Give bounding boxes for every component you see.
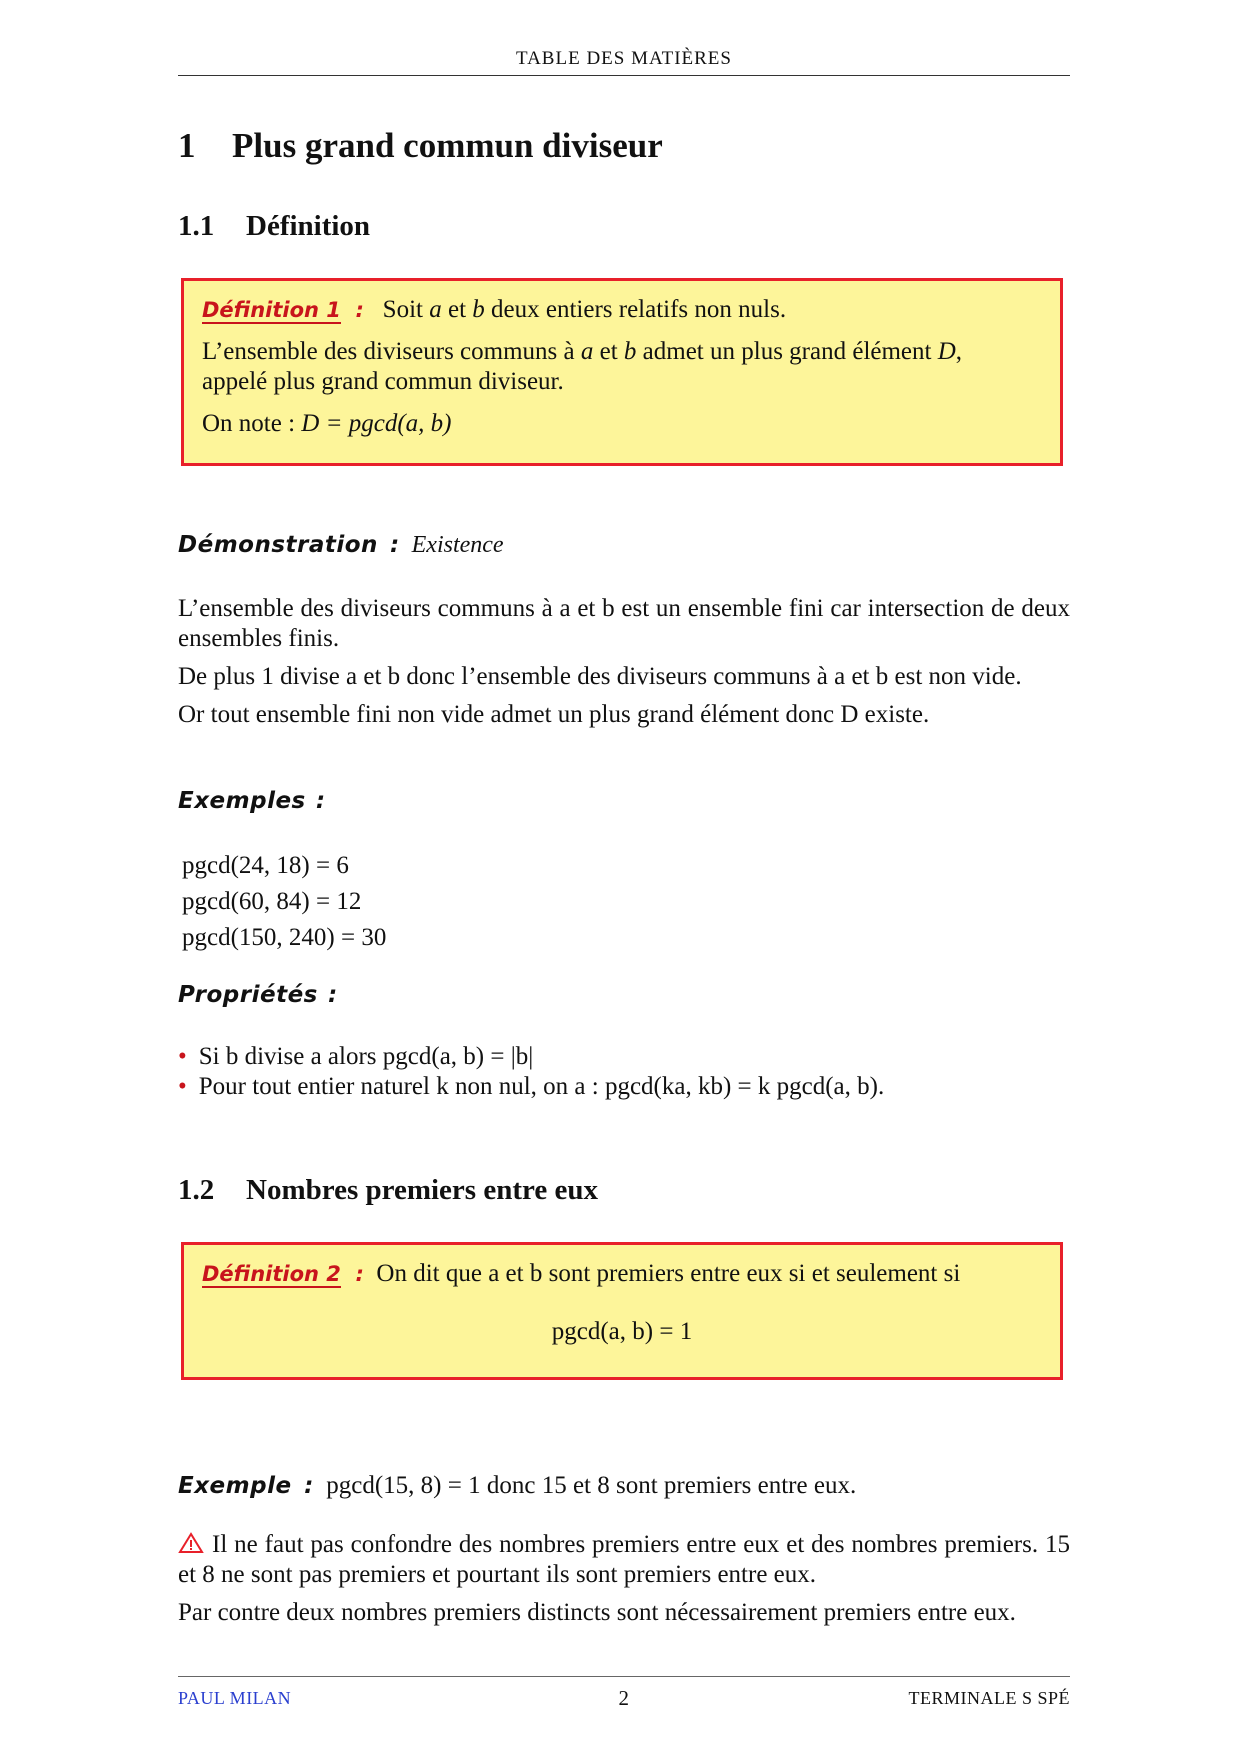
subsection-heading-2	[178, 1174, 598, 1207]
properties-list	[178, 1042, 884, 1102]
definition-label: Définition 1 :	[202, 298, 364, 322]
demonstration-body	[178, 594, 1070, 738]
section-title: Plus grand commun diviseur	[232, 126, 663, 165]
header-rule	[178, 75, 1070, 76]
examples-heading: Exemples :	[178, 788, 326, 814]
footer-course: TERMINALE S SPÉ	[908, 1688, 1070, 1708]
bullet-icon: •	[178, 1073, 187, 1100]
definition-box-2	[181, 1242, 1063, 1380]
definition-2-text: Définition 2 : On dit que a et b sont premiers entre eux si et seulement si	[202, 1260, 961, 1287]
warning-icon	[178, 1532, 204, 1554]
example-item: pgcd(24, 18) = 6	[182, 852, 349, 879]
subsection-title: Définition	[246, 210, 371, 242]
subsection-heading-1	[178, 210, 370, 243]
demonstration-paragraph-3: Or tout ensemble fini non vide admet un plus grand élément donc D existe.	[178, 701, 930, 728]
definition-1-line-1: Définition 1 : Soit a et b deux entiers relatifs non nuls.	[202, 296, 787, 323]
section-heading	[178, 126, 663, 166]
examples-list	[182, 848, 386, 956]
footer-author: PAUL MILAN	[178, 1688, 292, 1708]
footer-rule	[178, 1676, 1070, 1677]
subsection-number: 1.2	[178, 1174, 215, 1206]
warning-paragraph-2: Par contre deux nombres premiers distincts sont nécessairement premiers entre eux.	[178, 1599, 1016, 1626]
property-item: • Si b divise a alors pgcd(a, b) = |b|	[178, 1043, 534, 1070]
definition-label: Définition 2 :	[202, 1262, 364, 1286]
running-header: TABLE DES MATIÈRES	[516, 48, 732, 69]
section-number: 1	[178, 126, 196, 165]
definition-box-1	[181, 278, 1063, 466]
example-item: pgcd(60, 84) = 12	[182, 888, 362, 915]
bullet-icon: •	[178, 1043, 187, 1070]
example-item: pgcd(150, 240) = 30	[182, 924, 387, 951]
definition-1-notation: On note : D = pgcd(a, b)	[202, 410, 452, 437]
definition-1-line-2: L’ensemble des diviseurs communs à a et b admet un plus grand élément D, appelé plus grand commun diviseur.	[202, 338, 963, 395]
page-number: 2	[618, 1686, 630, 1710]
demonstration-paragraph-1: L’ensemble des diviseurs communs à a et b est un ensemble fini car intersection de deux ensembles finis.	[178, 595, 1070, 652]
demonstration-paragraph-2: De plus 1 divise a et b donc l’ensemble des diviseurs communs à a et b est non vide.	[178, 663, 1022, 690]
property-item: • Pour tout entier naturel k non nul, on a : pgcd(ka, kb) = k pgcd(a, b).	[178, 1073, 885, 1100]
warning-block	[178, 1530, 1070, 1636]
definition-2-formula: pgcd(a, b) = 1	[551, 1318, 693, 1345]
example-line: Exemple : pgcd(15, 8) = 1 donc 15 et 8 sont premiers entre eux.	[178, 1472, 857, 1499]
demonstration-heading: Démonstration : Existence	[178, 532, 504, 558]
warning-paragraph-1: Il ne faut pas confondre des nombres premiers entre eux et des nombres premiers. 15 et 8 ne sont pas premiers et pourtant ils sont premiers entre eux.	[178, 1531, 1070, 1588]
properties-heading: Propriétés :	[178, 982, 338, 1008]
subsection-number: 1.1	[178, 210, 215, 242]
subsection-title: Nombres premiers entre eux	[246, 1174, 598, 1206]
